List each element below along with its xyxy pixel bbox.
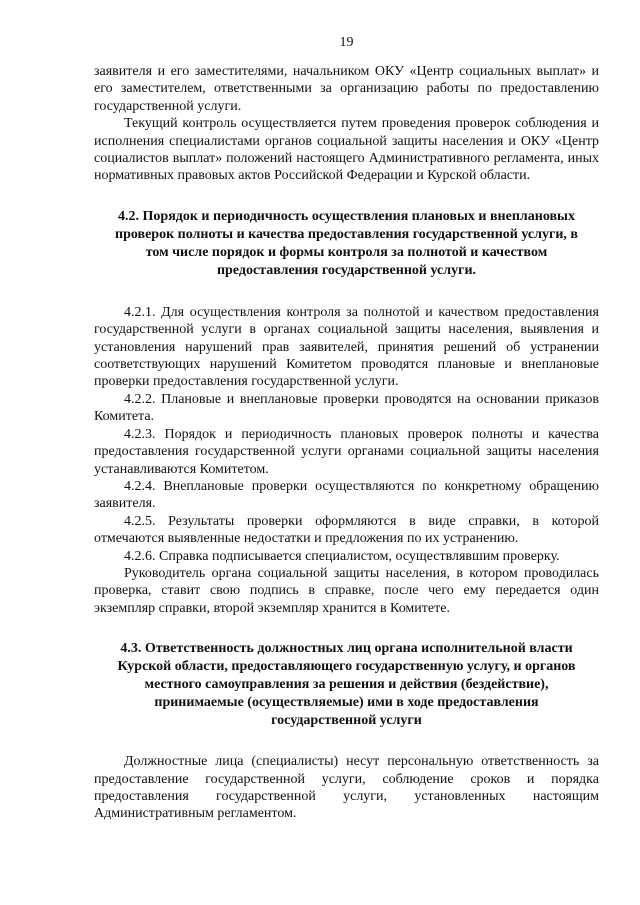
paragraph-current-control: Текущий контроль осуществляется путем проведения проверок соблюдения и исполнения специалистами органов социальной защиты населения и ОКУ «Центр социалистов выплат» положений настоящего Административного регламента, иных нормативных правовых актов Российской Федерации и Курской области. xyxy=(94,116,599,184)
paragraph-responsibility: Должностные лица (специалисты) несут персональную ответственность за предоставление государственной услуги, соблюдение сроков и порядка предоставления государственной услуги, установленных настоящим Административным регламентом. xyxy=(94,754,599,822)
clause-4-2-3: 4.2.3. Порядок и периодичность плановых проверок полноты и качества предоставления государственной услуги органами социальной защиты населения устанавливаются Комитетом. xyxy=(94,426,599,477)
clause-4-2-5: 4.2.5. Результаты проверки оформляются в виде справки, в которой отмечаются выявленные недостатки и предложения по их устранению. xyxy=(94,513,599,547)
clause-4-2-4: 4.2.4. Внеплановые проверки осуществляются по конкретному обращению заявителя. xyxy=(94,478,599,512)
clause-4-2-1: 4.2.1. Для осуществления контроля за полнотой и качеством предоставления государственной услуги в органах социальной защиты населения, выявления и установления нарушений прав заявителей, принятия решений об устранении соответствующих нарушений Комитетом проводятся плановые и внеплановые проверки предоставления государственной услуги. xyxy=(94,304,599,390)
section-heading-4-2: 4.2. Порядок и периодичность осуществления плановых и внеплановых проверок полноты и качества предоставления государственной услуги, в том числе порядок и формы контроля за полнотой и качеством предоставления государственной услуги. xyxy=(115,208,578,278)
clause-4-2-2: 4.2.2. Плановые и внеплановые проверки проводятся на основании приказов Комитета. xyxy=(94,391,599,425)
clause-4-2-6: 4.2.6. Справка подписывается специалистом, осуществлявшим проверку. xyxy=(124,548,560,564)
section-heading-4-3: 4.3. Ответственность должностных лиц органа исполнительной власти Курской области, предоставляющего государственную услугу, и органов местного самоуправления за решения и действия (бездействие), принимаемые (осуществляемые) ими в ходе предоставления государственной услуги xyxy=(117,641,576,729)
page-number: 19 xyxy=(339,35,354,50)
paragraph-head-signature: Руководитель органа социальной защиты населения, в котором проводилась проверка, ставит свою подпись в справке, после чего ему передается один экземпляр справки, второй экземпляр хранится в Комитете. xyxy=(94,565,599,616)
document-page xyxy=(94,34,599,823)
paragraph-continued: заявителя и его заместителями, начальником ОКУ «Центр социальных выплат» и его заместителем, ответственными за организацию работы по предоставлению государственной услуги. xyxy=(94,64,599,114)
